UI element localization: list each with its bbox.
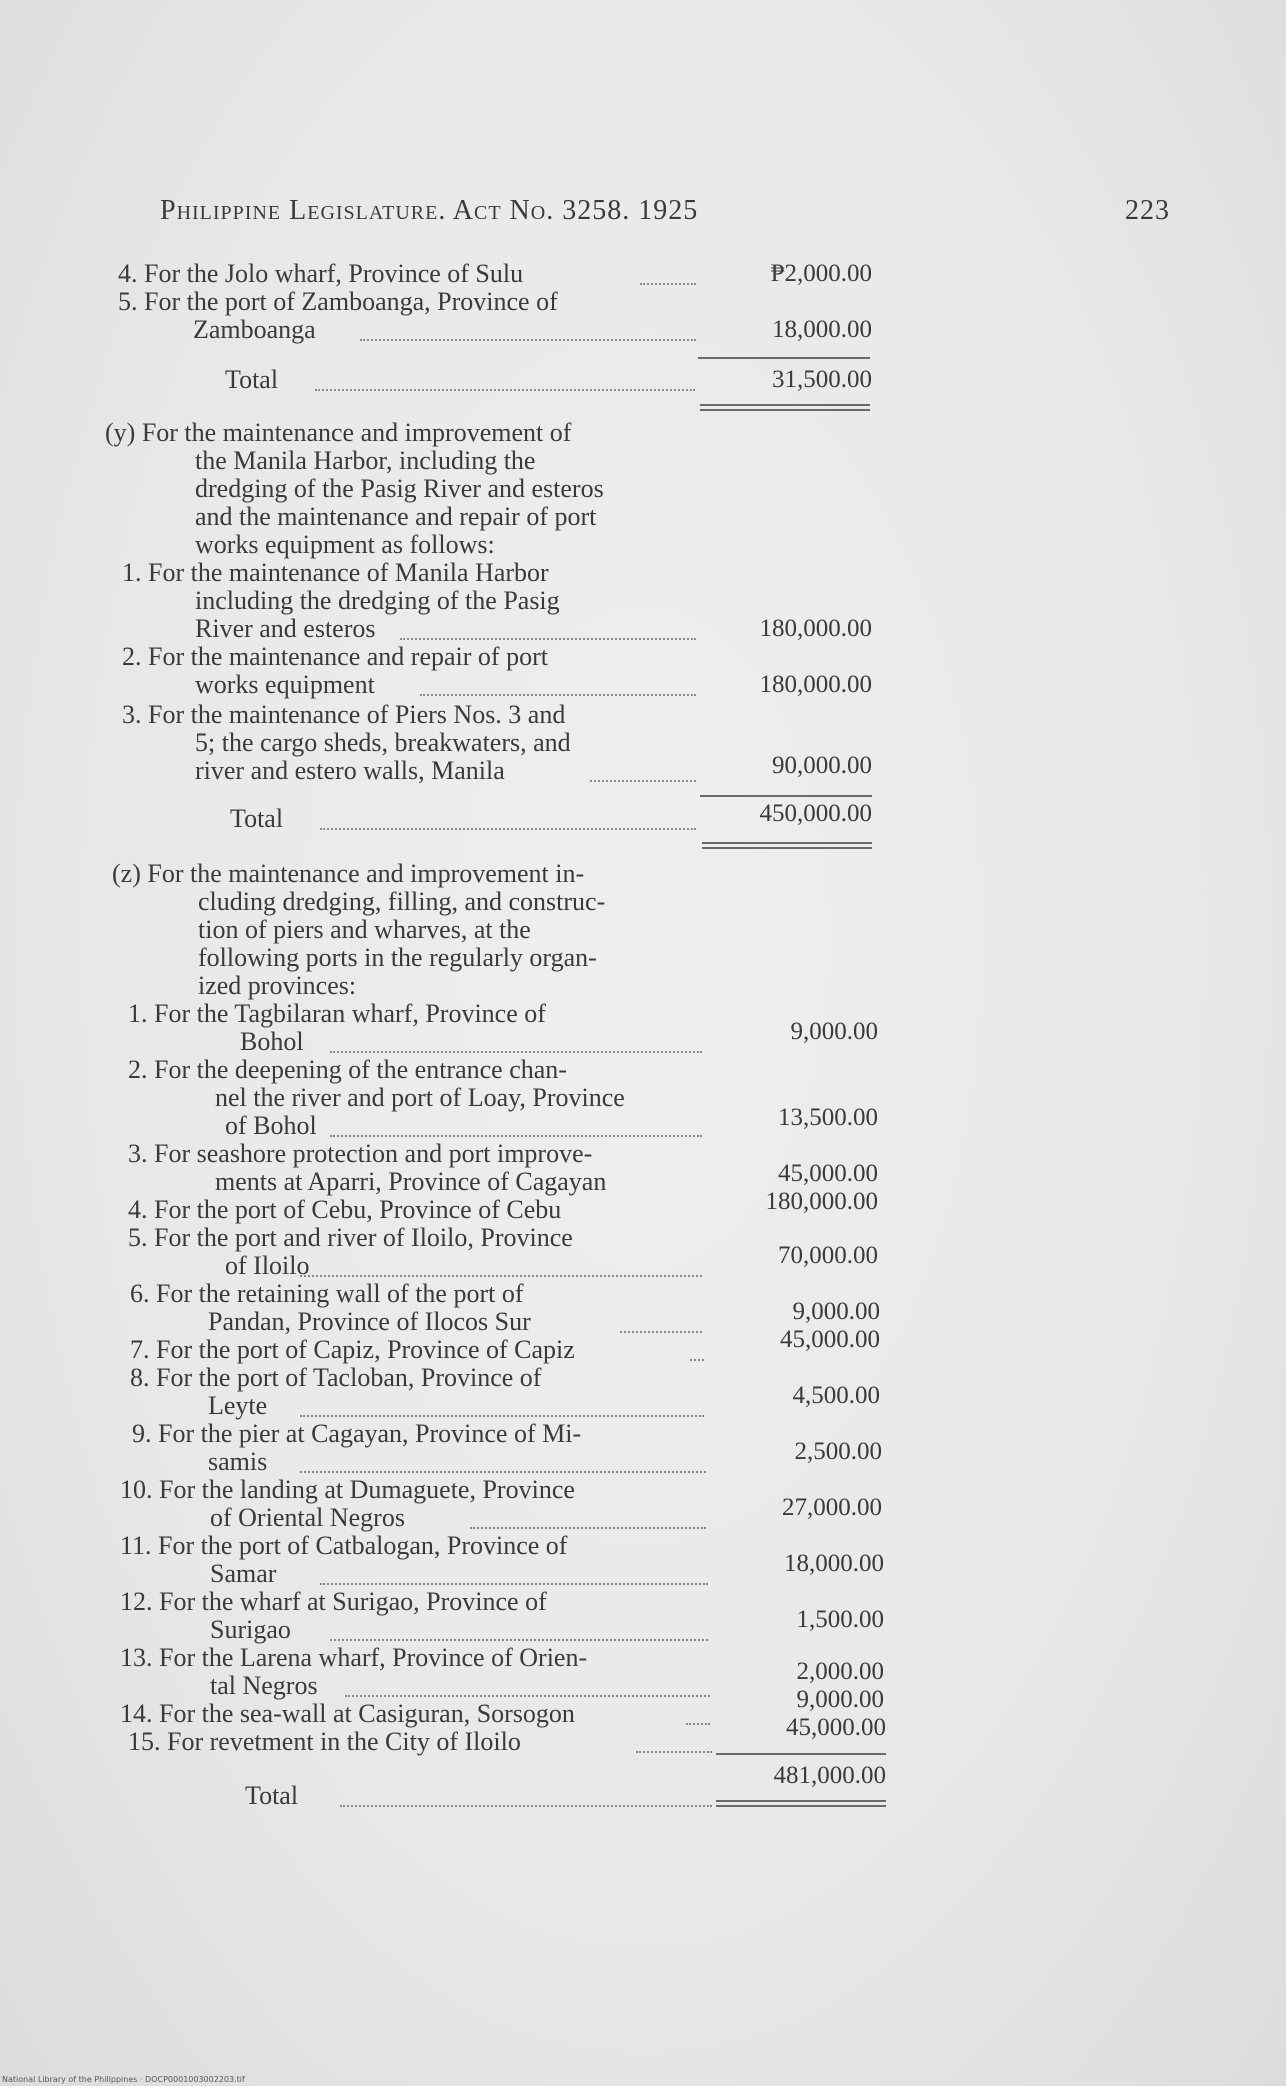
item-line: of Oriental Negros bbox=[210, 1503, 405, 1532]
item-line: of Iloilo bbox=[225, 1251, 310, 1280]
item-line: of Bohol bbox=[225, 1111, 317, 1140]
item-line: 6. For the retaining wall of the port of bbox=[130, 1279, 524, 1308]
leader-dots bbox=[636, 1751, 712, 1753]
item-line: 9. For the pier at Cagayan, Province of Mi- bbox=[132, 1419, 582, 1448]
item-line: 4. For the port of Cebu, Province of Cebu bbox=[128, 1195, 562, 1224]
item-line: works equipment bbox=[195, 670, 375, 699]
amount: 180,000.00 bbox=[759, 615, 872, 642]
section-intro: (y) For the maintenance and improvement of bbox=[105, 418, 572, 447]
item-line: Pandan, Province of Ilocos Sur bbox=[208, 1307, 531, 1336]
total-label: Total bbox=[225, 365, 279, 394]
item-line: 12. For the wharf at Surigao, Province of bbox=[120, 1587, 547, 1616]
item-line: nel the river and port of Loay, Province bbox=[215, 1083, 625, 1112]
amount: 180,000.00 bbox=[765, 1188, 878, 1215]
sum-rule bbox=[700, 795, 872, 797]
section-intro: works equipment as follows: bbox=[195, 530, 495, 559]
leader-dots bbox=[320, 1583, 708, 1585]
item-line: 5. For the port and river of Iloilo, Province bbox=[128, 1223, 573, 1252]
leader-dots bbox=[330, 1135, 702, 1137]
item-line: 4. For the Jolo wharf, Province of Sulu bbox=[118, 259, 524, 288]
item-line: 2. For the maintenance and repair of port bbox=[122, 642, 548, 671]
amount: 13,500.00 bbox=[778, 1104, 878, 1131]
total-label: Total bbox=[230, 804, 284, 833]
item-line: River and esteros bbox=[195, 614, 376, 643]
amount: 2,500.00 bbox=[794, 1438, 882, 1465]
total-double-rule bbox=[702, 842, 872, 849]
total-double-rule bbox=[716, 1800, 886, 1807]
section-intro: dredging of the Pasig River and esteros bbox=[195, 474, 604, 503]
item-line: 5; the cargo sheds, breakwaters, and bbox=[195, 728, 571, 757]
item-line: river and estero walls, Manila bbox=[195, 756, 505, 785]
item-line: samis bbox=[208, 1447, 268, 1476]
amount: 18,000.00 bbox=[784, 1550, 884, 1577]
running-title: Philippine Legislature. Act No. 3258. 1925 bbox=[160, 195, 699, 226]
total-amount: 31,500.00 bbox=[772, 366, 872, 393]
section-intro: (z) For the maintenance and improvement in- bbox=[112, 859, 585, 888]
item-line: Surigao bbox=[210, 1615, 291, 1644]
item-line: 8. For the port of Tacloban, Province of bbox=[130, 1363, 542, 1392]
page-number: 223 bbox=[1125, 195, 1170, 226]
item-line: 2. For the deepening of the entrance chan- bbox=[128, 1055, 567, 1084]
section-intro: and the maintenance and repair of port bbox=[195, 502, 597, 531]
item-line: 3. For the maintenance of Piers Nos. 3 and bbox=[122, 700, 566, 729]
item-line: including the dredging of the Pasig bbox=[195, 586, 560, 615]
item-line: Zamboanga bbox=[193, 315, 316, 344]
item-line: Bohol bbox=[240, 1027, 304, 1056]
section-intro: tion of piers and wharves, at the bbox=[198, 915, 531, 944]
amount: 9,000.00 bbox=[792, 1298, 880, 1325]
item-line: 1. For the Tagbilaran wharf, Province of bbox=[128, 999, 546, 1028]
total-label: Total bbox=[245, 1781, 299, 1810]
item-line: 15. For revetment in the City of Iloilo bbox=[128, 1727, 521, 1756]
section-intro: ized provinces: bbox=[198, 971, 357, 1000]
footer-credit: National Library of the Philippines · DOCP0001003002203.tif bbox=[2, 2075, 245, 2084]
section-intro: cluding dredging, filling, and construc- bbox=[198, 887, 606, 916]
amount: 70,000.00 bbox=[778, 1242, 878, 1269]
amount: 90,000.00 bbox=[772, 752, 872, 779]
running-header bbox=[160, 195, 1170, 235]
amount: 18,000.00 bbox=[772, 316, 872, 343]
section-intro: following ports in the regularly organ- bbox=[198, 943, 597, 972]
total-amount: 481,000.00 bbox=[773, 1762, 886, 1789]
amount: 45,000.00 bbox=[786, 1714, 886, 1741]
item-line: 5. For the port of Zamboanga, Province of bbox=[118, 287, 558, 316]
amount: ₱2,000.00 bbox=[770, 260, 872, 287]
leader-dots bbox=[400, 638, 696, 640]
item-line: 3. For seashore protection and port improve- bbox=[128, 1139, 593, 1168]
leader-dots bbox=[420, 694, 696, 696]
leader-dots bbox=[345, 1695, 710, 1697]
item-line: 7. For the port of Capiz, Province of Capiz bbox=[130, 1335, 575, 1364]
total-double-rule bbox=[700, 404, 870, 411]
amount: 45,000.00 bbox=[780, 1326, 880, 1353]
leader-dots bbox=[320, 828, 696, 830]
leader-dots bbox=[470, 1527, 706, 1529]
leader-dots bbox=[360, 339, 696, 341]
amount: 9,000.00 bbox=[790, 1018, 878, 1045]
amount: 4,500.00 bbox=[792, 1382, 880, 1409]
sum-rule bbox=[716, 1753, 886, 1755]
amount: 9,000.00 bbox=[796, 1686, 884, 1713]
item-line: 10. For the landing at Dumaguete, Province bbox=[120, 1475, 575, 1504]
leader-dots bbox=[330, 1639, 708, 1641]
item-line: 11. For the port of Catbalogan, Province of bbox=[120, 1531, 568, 1560]
section-intro: the Manila Harbor, including the bbox=[195, 446, 536, 475]
leader-dots bbox=[340, 1805, 712, 1807]
amount: 1,500.00 bbox=[796, 1606, 884, 1633]
item-line: 1. For the maintenance of Manila Harbor bbox=[122, 558, 549, 587]
item-line: ments at Aparri, Province of Cagayan bbox=[215, 1167, 607, 1196]
leader-dots bbox=[590, 780, 696, 782]
item-line: 13. For the Larena wharf, Province of Orien- bbox=[120, 1643, 588, 1672]
amount: 45,000.00 bbox=[778, 1160, 878, 1187]
leader-dots bbox=[300, 1275, 702, 1277]
item-line: Samar bbox=[210, 1559, 277, 1588]
amount: 2,000.00 bbox=[796, 1658, 884, 1685]
item-line: Leyte bbox=[208, 1391, 268, 1420]
item-line: tal Negros bbox=[210, 1671, 318, 1700]
item-line: 14. For the sea-wall at Casiguran, Sorsogon bbox=[120, 1699, 575, 1728]
leader-dots bbox=[300, 1471, 706, 1473]
leader-dots bbox=[330, 1051, 702, 1053]
amount: 180,000.00 bbox=[759, 671, 872, 698]
leader-dots bbox=[315, 389, 695, 391]
leader-dots bbox=[690, 1359, 704, 1361]
leader-dots bbox=[300, 1415, 704, 1417]
sum-rule bbox=[698, 357, 870, 359]
amount: 27,000.00 bbox=[782, 1494, 882, 1521]
total-amount: 450,000.00 bbox=[759, 800, 872, 827]
